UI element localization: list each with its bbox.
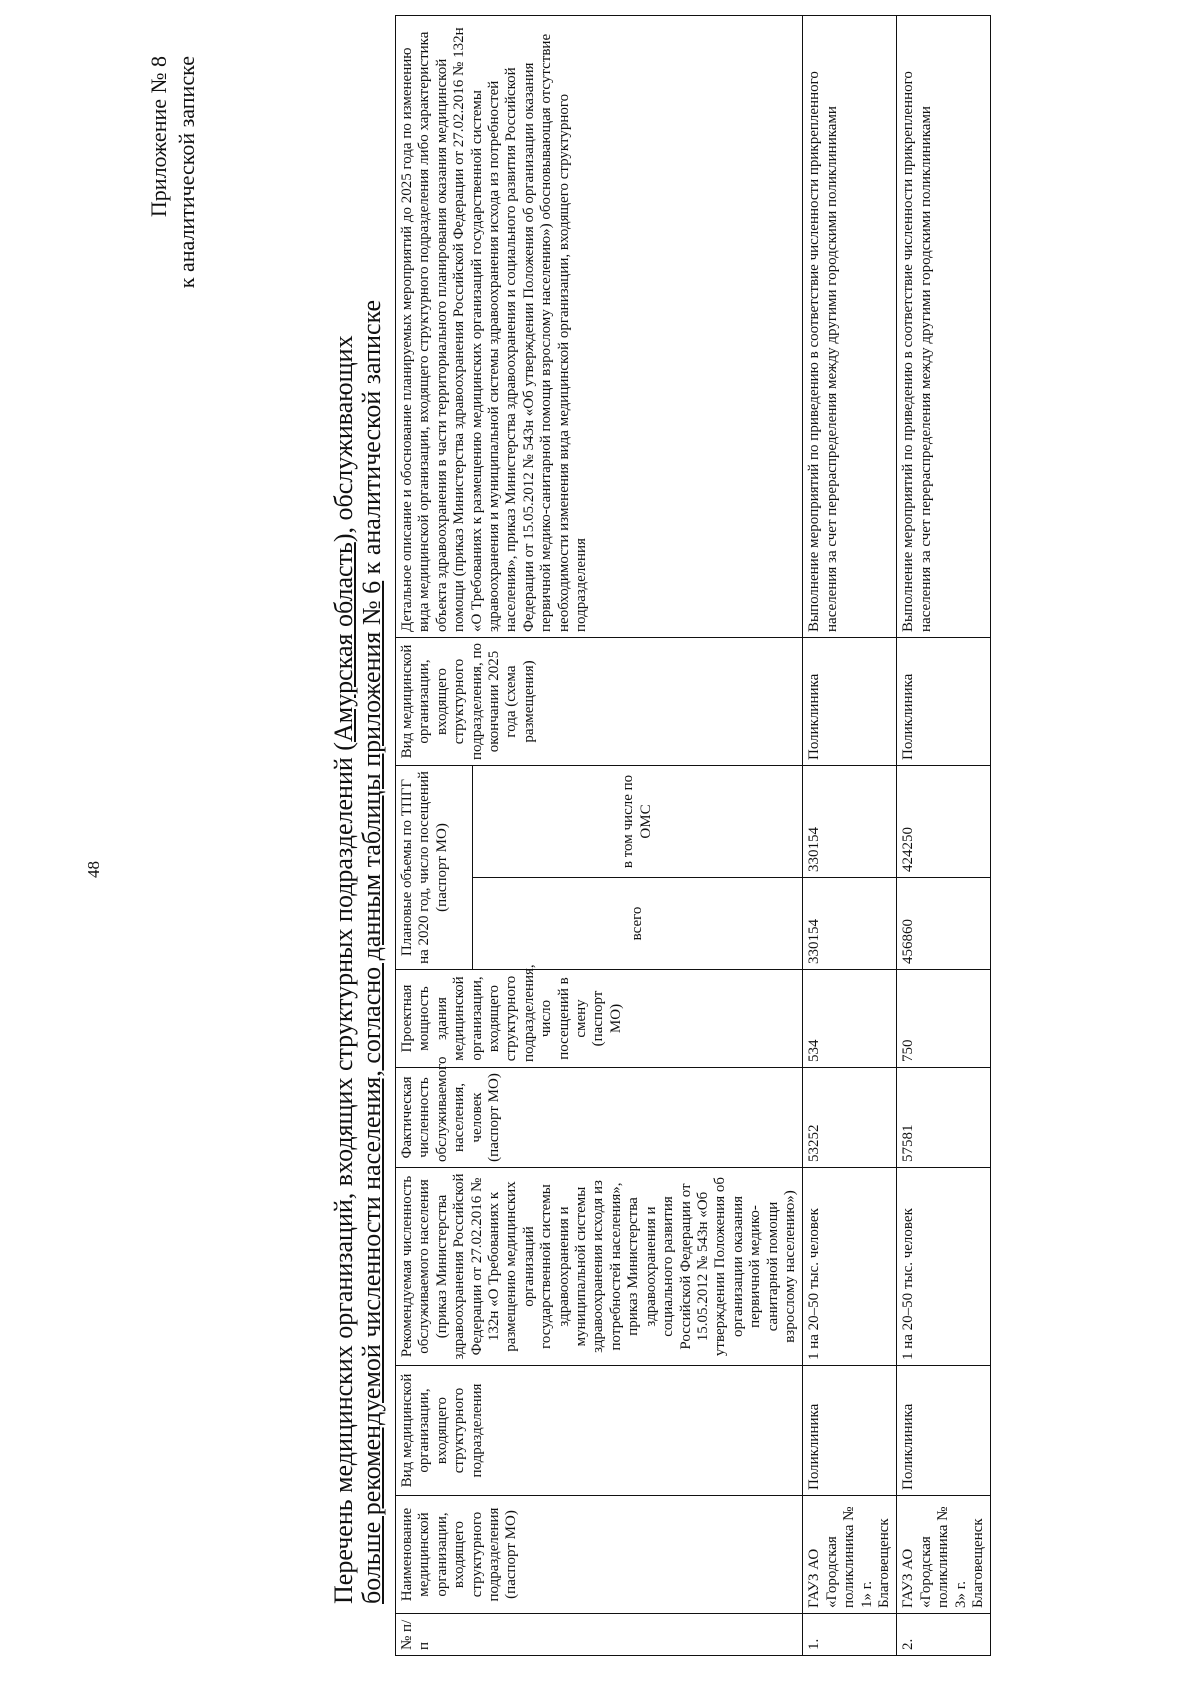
title-line2-underlined: больше рекомендуемой численности населения, согласно данным таблицы приложения № 6 — [357, 580, 386, 1604]
row-planned-total: 456860 — [897, 878, 991, 970]
row-type: Поликлиника — [897, 1366, 991, 1496]
row-description: Выполнение мероприятий по приведению в соответствие численности прикрепленного населения за счет перераспределения между другими городскими поликлиниками — [897, 15, 991, 637]
row-actual: 57581 — [897, 1068, 991, 1168]
row-capacity: 750 — [897, 970, 991, 1068]
header-planned-oms: в том числе по ОМС — [473, 765, 803, 877]
organizations-table — [395, 15, 991, 1656]
header-type: Вид медицинской организации, входящего структурного подразделения — [396, 1366, 803, 1496]
appendix-header — [145, 56, 201, 656]
row-type2025: Поликлиника — [803, 637, 897, 765]
row-recommended: 1 на 20–50 тыс. человек — [803, 1168, 897, 1366]
header-type2025: Вид медицинской организации, входящего структурного подразделения, по окончании 2025 года (схема размещения) — [396, 637, 803, 765]
header-planned: Плановые объемы по ТПГГ на 2020 год, число посещений (паспорт МО) — [396, 765, 473, 969]
header-actual: Фактическая численность обслуживаемого населения, человек (паспорт МО) — [396, 1068, 803, 1168]
row-description: Выполнение мероприятий по приведению в соответствие численности прикрепленного населения за счет перераспределения между другими городскими поликлиниками — [803, 15, 897, 637]
header-planned-total: всего — [473, 878, 803, 970]
table-header-row — [396, 15, 473, 1655]
title-line2-tail: к аналитической записке — [357, 299, 386, 581]
header-recommended: Рекомендуемая численность обслуживаемого населения (приказ Министерства здравоохранения Российской Федерации от 27.02.2016 № 132н «О Требованиях к размещению медицинских организаций государственной системы здравоохранения и муниципальной системы здравоохранения исходя из потребностей населения», приказ Министерства здравоохранения и социального развития Российской Федерации от 15.05.2012 № 543н «Об утверждении Положения об организации оказания первичной медико-санитарной помощи взрослому населению») — [396, 1168, 803, 1366]
row-type: Поликлиника — [803, 1366, 897, 1496]
page-number: 48 — [84, 861, 103, 878]
row-planned-oms: 424250 — [897, 765, 991, 877]
header-num: № п/п — [396, 1614, 803, 1656]
header-capacity: Проектная мощность здания медицинской организации, входящего структурного подразделения, число посещений в смену (паспорт МО) — [396, 970, 803, 1068]
row-planned-total: 330154 — [803, 878, 897, 970]
row-actual: 53252 — [803, 1068, 897, 1168]
row-num: 1. — [803, 1614, 897, 1656]
document-title — [330, 64, 386, 1604]
table-row — [897, 15, 991, 1655]
row-recommended: 1 на 20–50 тыс. человек — [897, 1168, 991, 1366]
header-name: Наименование медицинской организации, входящего структурного подразделения (паспорт МО) — [396, 1496, 803, 1614]
row-name: ГАУЗ АО «Городская поликлиника № 1» г. Благовещенск — [803, 1496, 897, 1614]
title-region: Амурская область — [329, 542, 358, 743]
appendix-subtitle: к аналитической записке — [174, 56, 199, 289]
title-part2: ), обслуживающих — [329, 335, 358, 543]
appendix-title: Приложение № 8 — [146, 56, 171, 218]
row-name: ГАУЗ АО «Городская поликлиника № 3» г. Благовещенск — [897, 1496, 991, 1614]
row-planned-oms: 330154 — [803, 765, 897, 877]
table-row — [803, 15, 897, 1655]
row-num: 2. — [897, 1614, 991, 1656]
row-type2025: Поликлиника — [897, 637, 991, 765]
row-capacity: 534 — [803, 970, 897, 1068]
title-line2 — [358, 64, 386, 1604]
header-description: Детальное описание и обоснование планируемых мероприятий до 2025 года по изменению вида медицинской организации, входящего структурного подразделения либо характеристика объекта здравоохранения в части территориального планирования оказания медицинской помощи (приказ Министерства здравоохранения Российской Федерации от 27.02.2016 № 132н «О Требованиях к размещению медицинских организаций государственной системы здравоохранения и муниципальной системы здравоохранения исхода из потребностей населения», приказ Министерства здравоохранения и социального развития Российской Федерации от 15.05.2012 № 543н «Об утверждении Положения об организации оказания первичной медико-санитарной помощи взрослому населению») обосновывающая отсутствие необходимости изменения вида медицинской организации, входящего структурного подразделения — [396, 15, 803, 637]
title-part1: Перечень медицинских организаций, входящих структурных подразделений ( — [329, 742, 358, 1604]
